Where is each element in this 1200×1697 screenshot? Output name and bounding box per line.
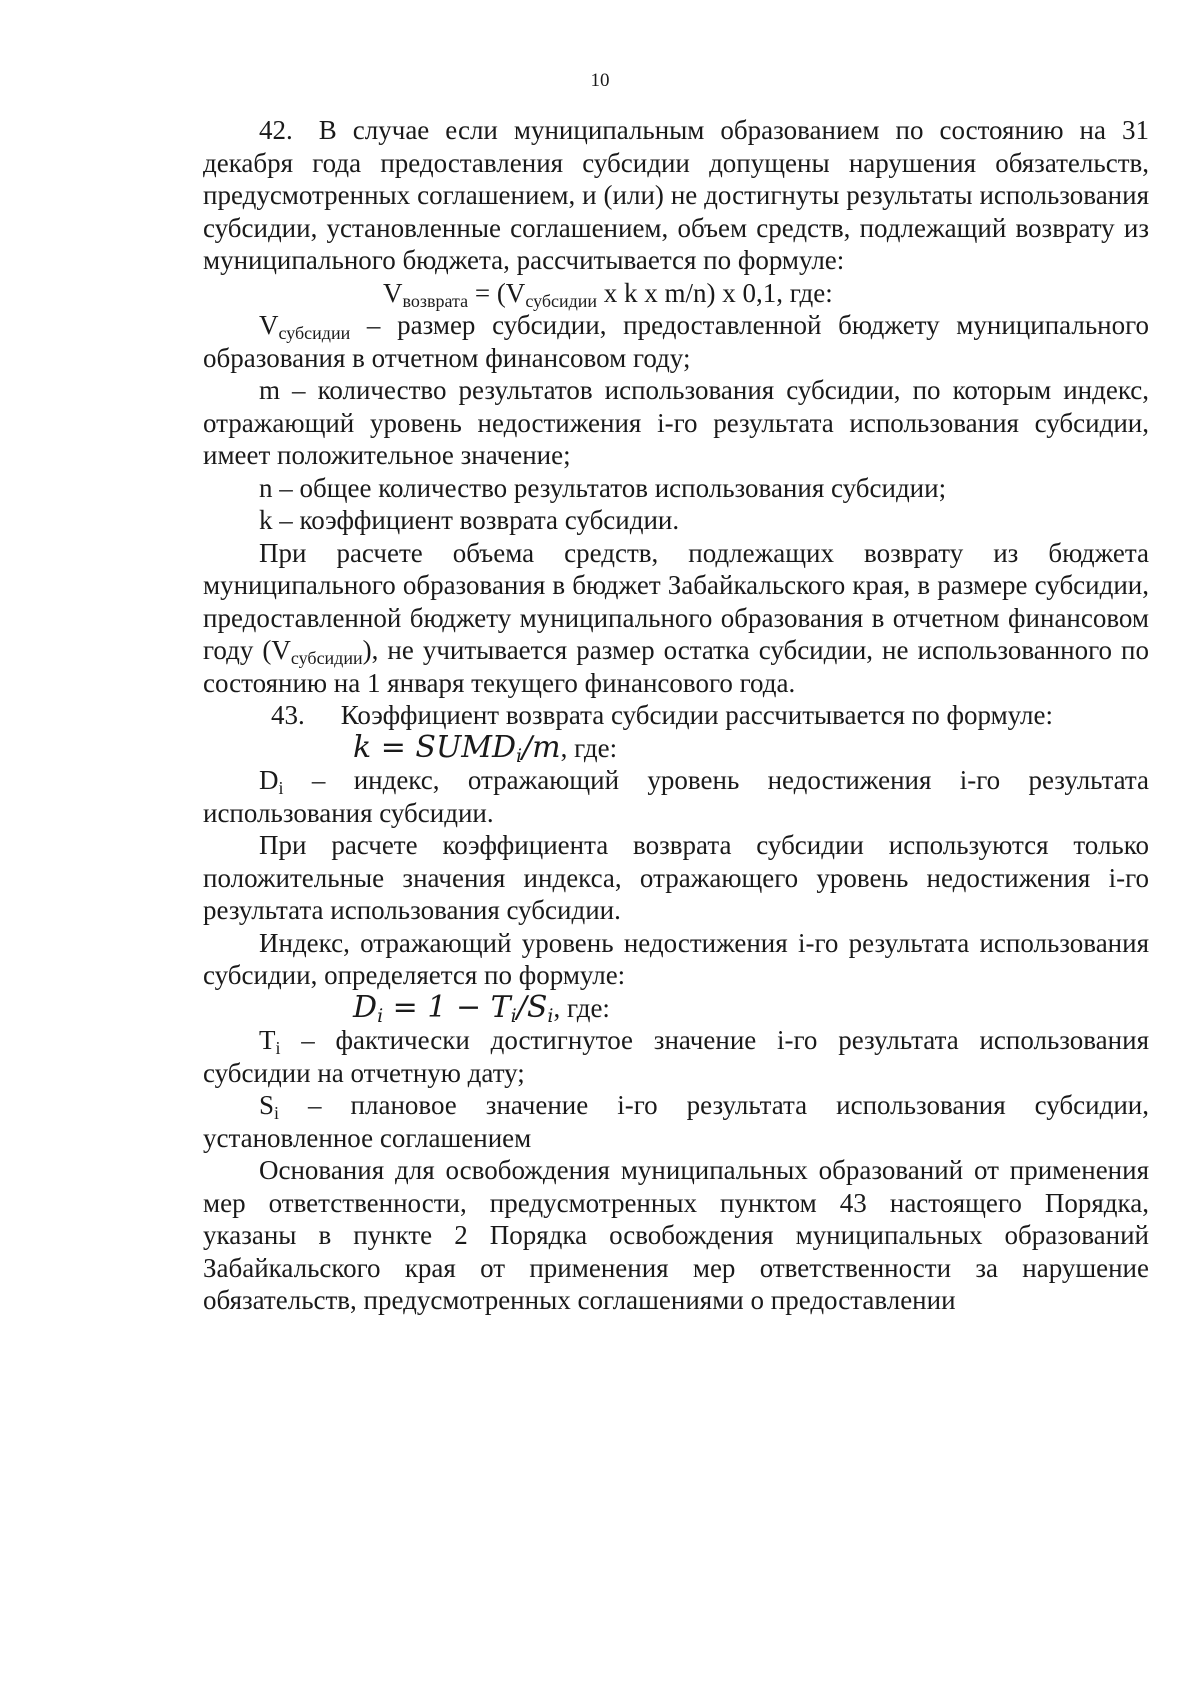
- definition-t: $T_i$ – фактически достигнутое значение i-го результата использования субсидии на отчетную дату;: [203, 1025, 1149, 1088]
- definition-v-subsidy: $V_{субсидии}$ – размер субсидии, предоставленной бюджету муниципального образования в отчетном финансовом году;: [203, 310, 1149, 373]
- paragraph-number: 42.: [259, 115, 293, 145]
- grounds-paragraph: Основания для освобождения муниципальных образований от применения мер ответственности, предусмотренных пунктом 43 настоящего Порядка, указаны в пункте 2 Порядка освобождения муниципальных образований Забайкальского края от применения мер ответственности за нарушение обязательств, предусмотренных соглашениями о предоставлении: [203, 1155, 1149, 1315]
- page-number: 10: [590, 70, 610, 91]
- definition-m: m – количество результатов использования субсидии, по которым индекс, отражающий уровень недостижения i-го результата использования субсидии, имеет положительное значение;: [203, 375, 1149, 470]
- definition-s: $S_i$ – плановое значение i-го результата использования субсидии, установленное соглашением: [203, 1090, 1149, 1153]
- formula-return-volume: $V_{возврата} = (V_{субсидии}$ x k x m/n) x 0,1, где:: [383, 277, 833, 311]
- formula-index: $D_i = 1 - T_i/S_i$, где:: [353, 989, 610, 1027]
- paragraph-42: [203, 114, 1149, 277]
- index-note: Индекс, отражающий уровень недостижения i-го результата использования субсидии, определяется по формуле:: [203, 927, 1149, 990]
- definition-n: n – общее количество результатов использования субсидии;: [259, 472, 947, 503]
- coefficient-note: При расчете коэффициента возврата субсидии используются только положительные значения индекса, отражающего уровень недостижения i-го результата использования субсидии.: [203, 830, 1149, 925]
- paragraph-number: 43.: [271, 700, 305, 730]
- paragraph-text: В случае если муниципальным образованием по состоянию на 31 декабря года предоставления субсидии допущены нарушения обязательств, предусмотренных соглашением, и (или) не достигнуты результаты использования субсидии, установленные соглашением, объем средств, подлежащий возврату из муниципального бюджета, рассчитывается по формуле:: [203, 115, 1149, 275]
- definition-d: $D_i$ – индекс, отражающий уровень недостижения i-го результата использования субсидии.: [203, 765, 1149, 828]
- formula-coefficient: $k = SUMD_i/m$, где:: [353, 729, 618, 767]
- paragraph-text: Коэффициент возврата субсидии рассчитывается по формуле:: [340, 700, 1053, 730]
- definition-k: k – коэффициент возврата субсидии.: [259, 505, 680, 535]
- calculation-note: При расчете объема средств, подлежащих возврату из бюджета муниципального образования в бюджет Забайкальского края, в размере субсидии, предоставленной бюджету муниципального образования в отчетном финансовом году $(V_{субсидии})$, не учитывается размер остатка субсидии, не использованного по состоянию на 1 января текущего финансового года.: [203, 537, 1149, 698]
- document-body: [203, 114, 1149, 1317]
- paragraph-43: [203, 699, 1149, 732]
